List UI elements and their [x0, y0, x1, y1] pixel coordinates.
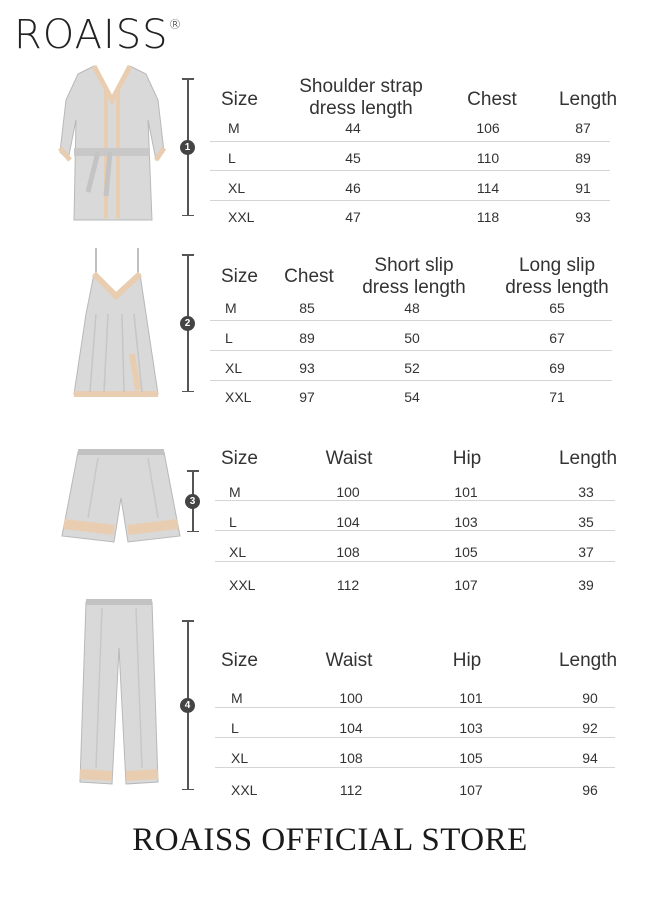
cell-value: 100 — [339, 690, 363, 706]
cell-value: 89 — [299, 330, 315, 346]
cell-size: XL — [229, 544, 247, 560]
cell-value: 107 — [459, 782, 483, 798]
cell-value: 92 — [582, 720, 598, 736]
store-footer: ROAISS OFFICIAL STORE — [132, 822, 528, 858]
header-size: Size — [221, 89, 258, 110]
cell-value: 96 — [582, 782, 598, 798]
cell-size: L — [229, 514, 237, 530]
brand-logo — [14, 12, 183, 58]
cell-size: L — [231, 720, 239, 736]
cell-value: 87 — [575, 120, 591, 136]
cell-value: 67 — [549, 330, 565, 346]
cell-value: 104 — [336, 514, 360, 530]
cell-size: XXL — [231, 782, 258, 798]
cell-size: XXL — [228, 209, 255, 225]
header-shoulder-strap-dress-length: Shoulder strap dress length — [299, 76, 423, 119]
cell-value: 94 — [582, 750, 598, 766]
header-long-slip-dress-length: Long slip dress length — [505, 255, 609, 298]
cell-value: 45 — [345, 150, 361, 166]
cell-size: XXL — [229, 577, 256, 593]
cell-value: 103 — [459, 720, 483, 736]
cell-size: L — [228, 150, 236, 166]
length-measure-4 — [182, 620, 194, 790]
marker-1: 1 — [180, 140, 195, 155]
header-size: Size — [221, 650, 258, 671]
cell-value: 105 — [454, 544, 478, 560]
cell-value: 33 — [578, 484, 594, 500]
cell-value: 100 — [336, 484, 360, 500]
row-divider — [210, 200, 610, 201]
row-divider — [210, 141, 610, 142]
cell-value: 110 — [476, 150, 500, 166]
header-length: Length — [558, 650, 618, 671]
cell-value: 112 — [336, 577, 360, 593]
robe-image — [58, 60, 168, 230]
row-divider — [210, 320, 612, 321]
cell-value: 89 — [575, 150, 591, 166]
cell-value: 39 — [578, 577, 594, 593]
cell-value: 104 — [339, 720, 363, 736]
cell-value: 35 — [578, 514, 594, 530]
row-divider — [210, 170, 610, 171]
cell-value: 52 — [404, 360, 420, 376]
row-divider — [210, 380, 612, 381]
header-size: Size — [221, 448, 258, 469]
header-short-slip-dress-length: Short slip dress length — [362, 255, 466, 298]
length-measure-3 — [187, 470, 199, 532]
header-size: Size — [221, 266, 258, 287]
cell-value: 107 — [454, 577, 478, 593]
cell-value: 44 — [345, 120, 361, 136]
cell-value: 112 — [339, 782, 363, 798]
cell-size: XXL — [225, 389, 252, 405]
cell-value: 54 — [404, 389, 420, 405]
cell-value: 101 — [459, 690, 483, 706]
cell-value: 105 — [459, 750, 483, 766]
cell-value: 101 — [454, 484, 478, 500]
cell-size: XL — [225, 360, 243, 376]
header-hip: Hip — [452, 650, 482, 671]
header-length: Length — [558, 448, 618, 469]
pants-image — [74, 598, 164, 790]
row-divider — [215, 500, 615, 501]
cell-value: 65 — [549, 300, 565, 316]
cell-size: XL — [228, 180, 246, 196]
header-waist: Waist — [325, 448, 373, 469]
cell-value: 69 — [549, 360, 565, 376]
cell-value: 114 — [476, 180, 500, 196]
row-divider — [215, 530, 615, 531]
row-divider — [215, 767, 615, 768]
row-divider — [215, 561, 615, 562]
marker-3: 3 — [185, 494, 200, 509]
cell-size: M — [225, 300, 237, 316]
cell-value: 108 — [336, 544, 360, 560]
row-divider — [215, 707, 615, 708]
cell-size: L — [225, 330, 233, 346]
row-divider — [215, 737, 615, 738]
cell-value: 90 — [582, 690, 598, 706]
header-length: Length — [558, 89, 618, 110]
shorts-image — [58, 448, 184, 548]
cell-value: 85 — [299, 300, 315, 316]
slip-dress-image — [66, 244, 166, 404]
cell-value: 118 — [476, 209, 500, 225]
length-measure-1 — [182, 78, 194, 216]
cell-value: 93 — [575, 209, 591, 225]
cell-value: 46 — [345, 180, 361, 196]
row-divider — [210, 350, 612, 351]
cell-value: 91 — [575, 180, 591, 196]
cell-size: M — [228, 120, 240, 136]
cell-value: 103 — [454, 514, 478, 530]
cell-value: 97 — [299, 389, 315, 405]
cell-value: 50 — [404, 330, 420, 346]
cell-value: 37 — [578, 544, 594, 560]
header-hip: Hip — [452, 448, 482, 469]
cell-value: 48 — [404, 300, 420, 316]
marker-4: 4 — [180, 698, 195, 713]
cell-value: 93 — [299, 360, 315, 376]
marker-2: 2 — [180, 316, 195, 331]
cell-value: 106 — [476, 120, 500, 136]
cell-size: XL — [231, 750, 249, 766]
cell-size: M — [231, 690, 243, 706]
cell-value: 47 — [345, 209, 361, 225]
cell-size: M — [229, 484, 241, 500]
header-waist: Waist — [325, 650, 373, 671]
brand-name: ROAISS — [14, 12, 169, 58]
header-chest: Chest — [467, 89, 517, 110]
length-measure-2 — [182, 254, 194, 392]
registered-mark: ® — [168, 18, 183, 33]
cell-value: 108 — [339, 750, 363, 766]
cell-value: 71 — [549, 389, 565, 405]
header-chest: Chest — [284, 266, 334, 287]
